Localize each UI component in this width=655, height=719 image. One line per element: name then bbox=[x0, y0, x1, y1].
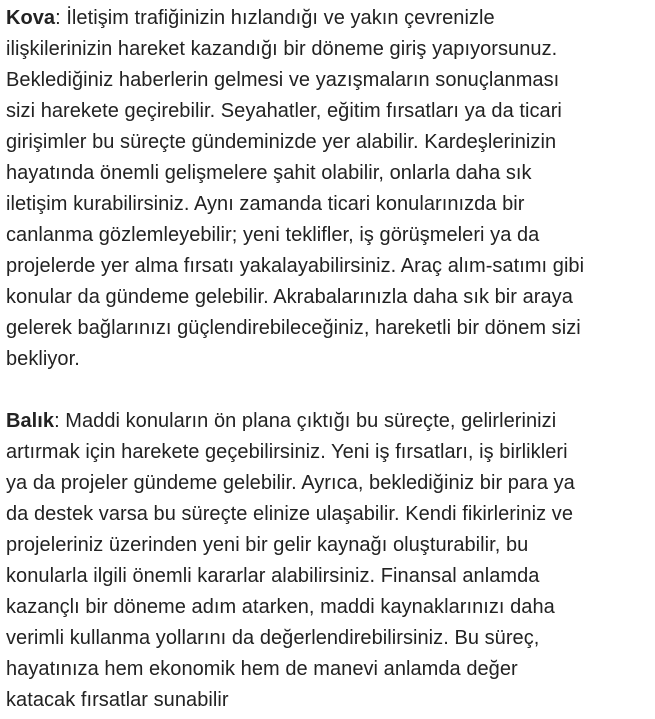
text-line-content: İletişim trafiğinizin hızlandığı ve yakın çevrenizle bbox=[60, 7, 495, 29]
text-line bbox=[6, 406, 556, 437]
text-line: katacak fırsatlar sunabilir bbox=[6, 689, 229, 711]
text-line: konularla ilgili önemli kararlar alabilirsiniz. Finansal anlamda bbox=[6, 565, 540, 587]
sign-name: Kova bbox=[6, 7, 56, 29]
text-line: ilişkilerinizin hareket kazandığı bir döneme giriş yapıyorsunuz. bbox=[6, 38, 558, 60]
text-line: projelerde yer alma fırsatı yakalayabilirsiniz. Araç alım-satımı gibi bbox=[6, 255, 585, 277]
text-line: bekliyor. bbox=[6, 348, 80, 370]
text-line: Beklediğiniz haberlerin gelmesi ve yazışmaların sonuçlanması bbox=[6, 69, 560, 91]
text-line: sizi harekete geçirebilir. Seyahatler, eğitim fırsatları ya da ticari bbox=[6, 100, 562, 122]
text-line: verimli kullanma yollarını da değerlendirebilirsiniz. Bu süreç, bbox=[6, 627, 540, 649]
sign-name: Balık bbox=[6, 410, 55, 432]
text-line-content: Maddi konuların ön plana çıktığı bu süreçte, gelirlerinizi bbox=[59, 410, 557, 432]
text-line: hayatınıza hem ekonomik hem de manevi anlamda değer bbox=[6, 658, 518, 680]
text-line bbox=[6, 3, 495, 34]
horoscope-section-kova bbox=[6, 3, 651, 375]
text-line: konular da gündeme gelebilir. Akrabalarınızla daha sık bir araya bbox=[6, 286, 573, 308]
text-line: gelerek bağlarınızı güçlendirebileceğiniz, hareketli bir dönem sizi bbox=[6, 317, 581, 339]
sign-separator: : bbox=[55, 7, 61, 29]
text-line: girişimler bu süreçte gündeminizde yer alabilir. Kardeşlerinizin bbox=[6, 131, 557, 153]
horoscope-section-balik bbox=[6, 406, 651, 716]
text-line: kazançlı bir döneme adım atarken, maddi kaynaklarınızı daha bbox=[6, 596, 555, 618]
text-line: projeleriniz üzerinden yeni bir gelir kaynağı oluşturabilir, bu bbox=[6, 534, 529, 556]
text-line: da destek varsa bu süreçte elinize ulaşabilir. Kendi fikirleriniz ve bbox=[6, 503, 574, 525]
horoscope-document bbox=[6, 3, 651, 716]
text-line: canlanma gözlemleyebilir; yeni teklifler, iş görüşmeleri ya da bbox=[6, 224, 540, 246]
text-line: artırmak için harekete geçebilirsiniz. Yeni iş fırsatları, iş birlikleri bbox=[6, 441, 568, 463]
text-line: ya da projeler gündeme gelebilir. Ayrıca, beklediğiniz bir para ya bbox=[6, 472, 575, 494]
text-line: iletişim kurabilirsiniz. Aynı zamanda ticari konularınızda bir bbox=[6, 193, 525, 215]
sign-separator: : bbox=[54, 410, 60, 432]
text-line: hayatında önemli gelişmelere şahit olabilir, onlarla daha sık bbox=[6, 162, 532, 184]
